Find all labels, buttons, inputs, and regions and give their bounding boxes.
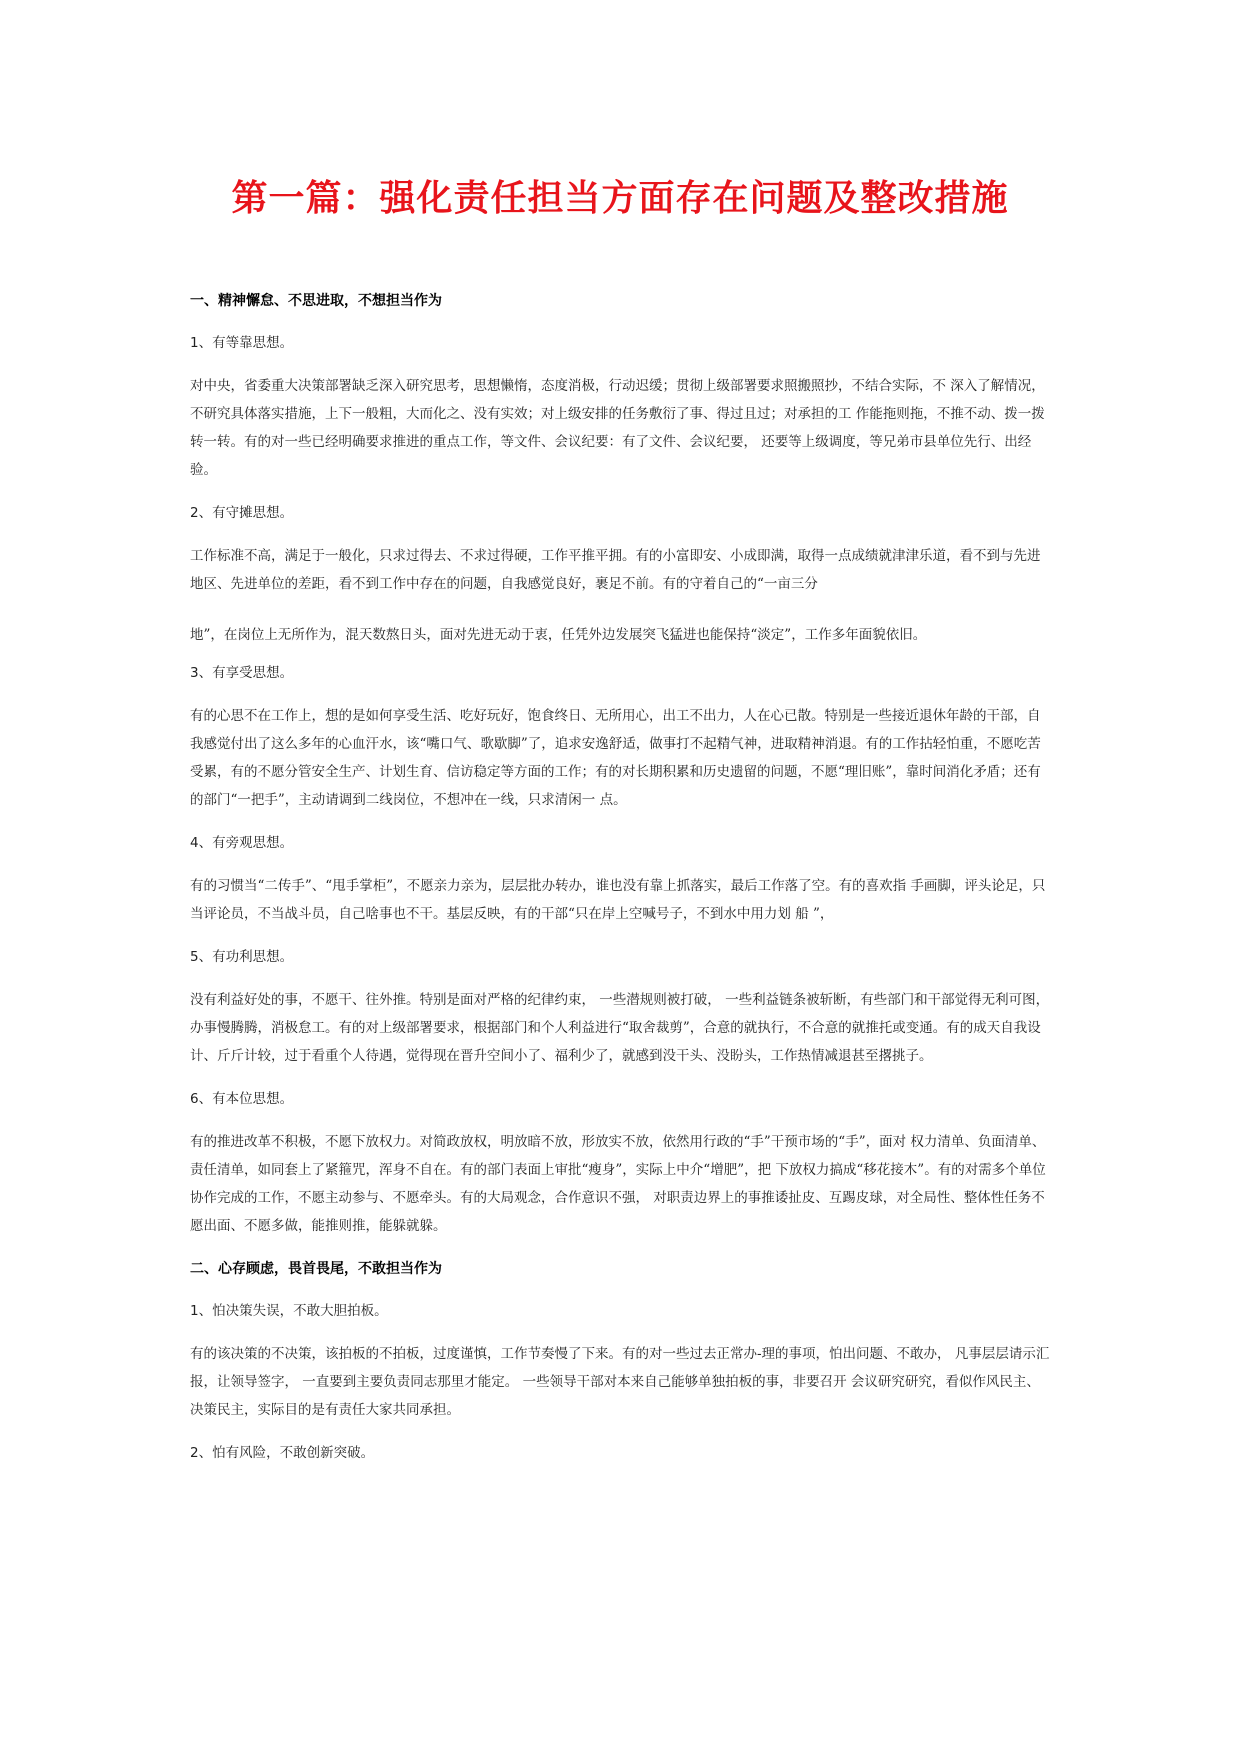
item-paragraph: 有的该决策的不决策，该拍板的不拍板，过度谨慎，工作节奏慢了下来。有的对一些过去正常办-理的事项，怕出问题、不敢办， 凡事层层请示汇报，让领导签字， 一直要到主要负责同志那里才能定。 一些领导干部对本来自己能够单独拍板的事，非要召开 会议研究研究，看似作风民主、决策民主，实际目的是有责任大家共同承担。 <box>190 1346 1050 1418</box>
item-paragraph: 没有利益好处的事，不愿干、往外推。特别是面对严格的纪律约束， 一些潜规则被打破， 一些利益链条被斩断，有些部门和干部觉得无利可图，办事慢腾腾，消极怠工。有的对上级部署要求，根据部门和个人利益进行“取舍裁剪”，合意的就执行，不合意的就推托或变通。有的成天自我设计、斤斤计较，过于看重个人待遇，觉得现在晋升空间小了、福利少了，就感到没干头、没盼头，工作热情减退甚至撂挑子。 <box>190 992 1050 1064</box>
item-label: 6、有本位思想。 <box>190 1091 294 1107</box>
item-label: 3、有享受思想。 <box>190 665 294 681</box>
document-title: 第一篇：强化责任担当方面存在问题及整改措施 <box>231 177 1009 219</box>
section-heading-1: 一、精神懈怠、不思进取，不想担当作为 <box>190 293 442 309</box>
item-paragraph: 有的推进改革不积极，不愿下放权力。对简政放权，明放暗不放，形放实不放，依然用行政的“手”干预市场的“手”，面对 权力清单、负面清单、责任清单，如同套上了紧箍咒，浑身不自在。有的部门表面上审批“瘦身”，实际上中介“增肥”，把 下放权力搞成“移花接木”。有的对需多个单位协作完成的工作，不愿主动参与、不愿牵头。有的大局观念，合作意识不强， 对职责边界上的事推诿扯皮、互踢皮球，对全局性、整体性任务不愿出面、不愿多做，能推则推，能躲就躲。 <box>190 1134 1046 1234</box>
item-label: 5、有功利思想。 <box>190 949 294 965</box>
item-label: 4、有旁观思想。 <box>190 835 294 851</box>
item-label: 2、有守摊思想。 <box>190 505 294 521</box>
item-label: 1、有等靠思想。 <box>190 335 294 351</box>
item-paragraph: 有的心思不在工作上，想的是如何享受生活、吃好玩好，饱食终日、无所用心，出工不出力，人在心已散。特别是一些接近退休年龄的干部，自我感觉付出了这么多年的心血汗水，该“嘴口气、歌歇脚”了，追求安逸舒适，做事打不起精气神，进取精神消退。有的工作拈轻怕重，不愿吃苦受累，有的不愿分管安全生产、计划生育、信访稳定等方面的工作；有的对长期积累和历史遗留的问题，不愿“理旧账”，靠时间消化矛盾；还有的部门“一把手”，主动请调到二线岗位，不想冲在一线，只求清闲一 点。 <box>190 708 1041 808</box>
item-paragraph: 对中央，省委重大决策部署缺乏深入研究思考，思想懒惰，态度消极，行动迟缓；贯彻上级部署要求照搬照抄，不结合实际，不 深入了解情况，不研究具体落实措施，上下一般粗，大而化之、没有实效；对上级安排的任务敷衍了事、得过且过；对承担的工 作能拖则拖，不推不动、拨一拨转一转。有的对一些已经明确要求推进的重点工作，等文件、会议纪要：有了文件、会议纪要， 还要等上级调度，等兄弟市县单位先行、出经验。 <box>190 378 1045 478</box>
item-paragraph-continued: 地”，在岗位上无所作为，混天数熬日头，面对先进无动于衷，任凭外边发展突飞猛进也能保持“淡定”，工作多年面貌依旧。 <box>190 627 927 643</box>
document-body <box>190 290 1050 1482</box>
item-paragraph: 工作标准不高，满足于一般化，只求过得去、不求过得硬，工作平推平拥。有的小富即安、小成即满，取得一点成绩就津津乐道，看不到与先进地区、先进单位的差距，看不到工作中存在的问题，自我感觉良好，裹足不前。有的守着自己的“一亩三分 <box>190 548 1041 592</box>
section-heading-2: 二、心存顾虑，畏首畏尾，不敢担当作为 <box>190 1261 442 1277</box>
item-label: 2、怕有风险，不敢创新突破。 <box>190 1445 375 1461</box>
item-label: 1、怕决策失误，不敢大胆拍板。 <box>190 1303 388 1319</box>
item-paragraph: 有的习惯当“二传手”、“甩手掌柜”，不愿亲力亲为，层层批办转办，谁也没有靠上抓落实，最后工作落了空。有的喜欢指 手画脚，评头论足，只当评论员，不当战斗员，自己啥事也不干。基层反映，有的干部“只在岸上空喊号子，不到水中用力划 船 ”， <box>190 878 1046 922</box>
